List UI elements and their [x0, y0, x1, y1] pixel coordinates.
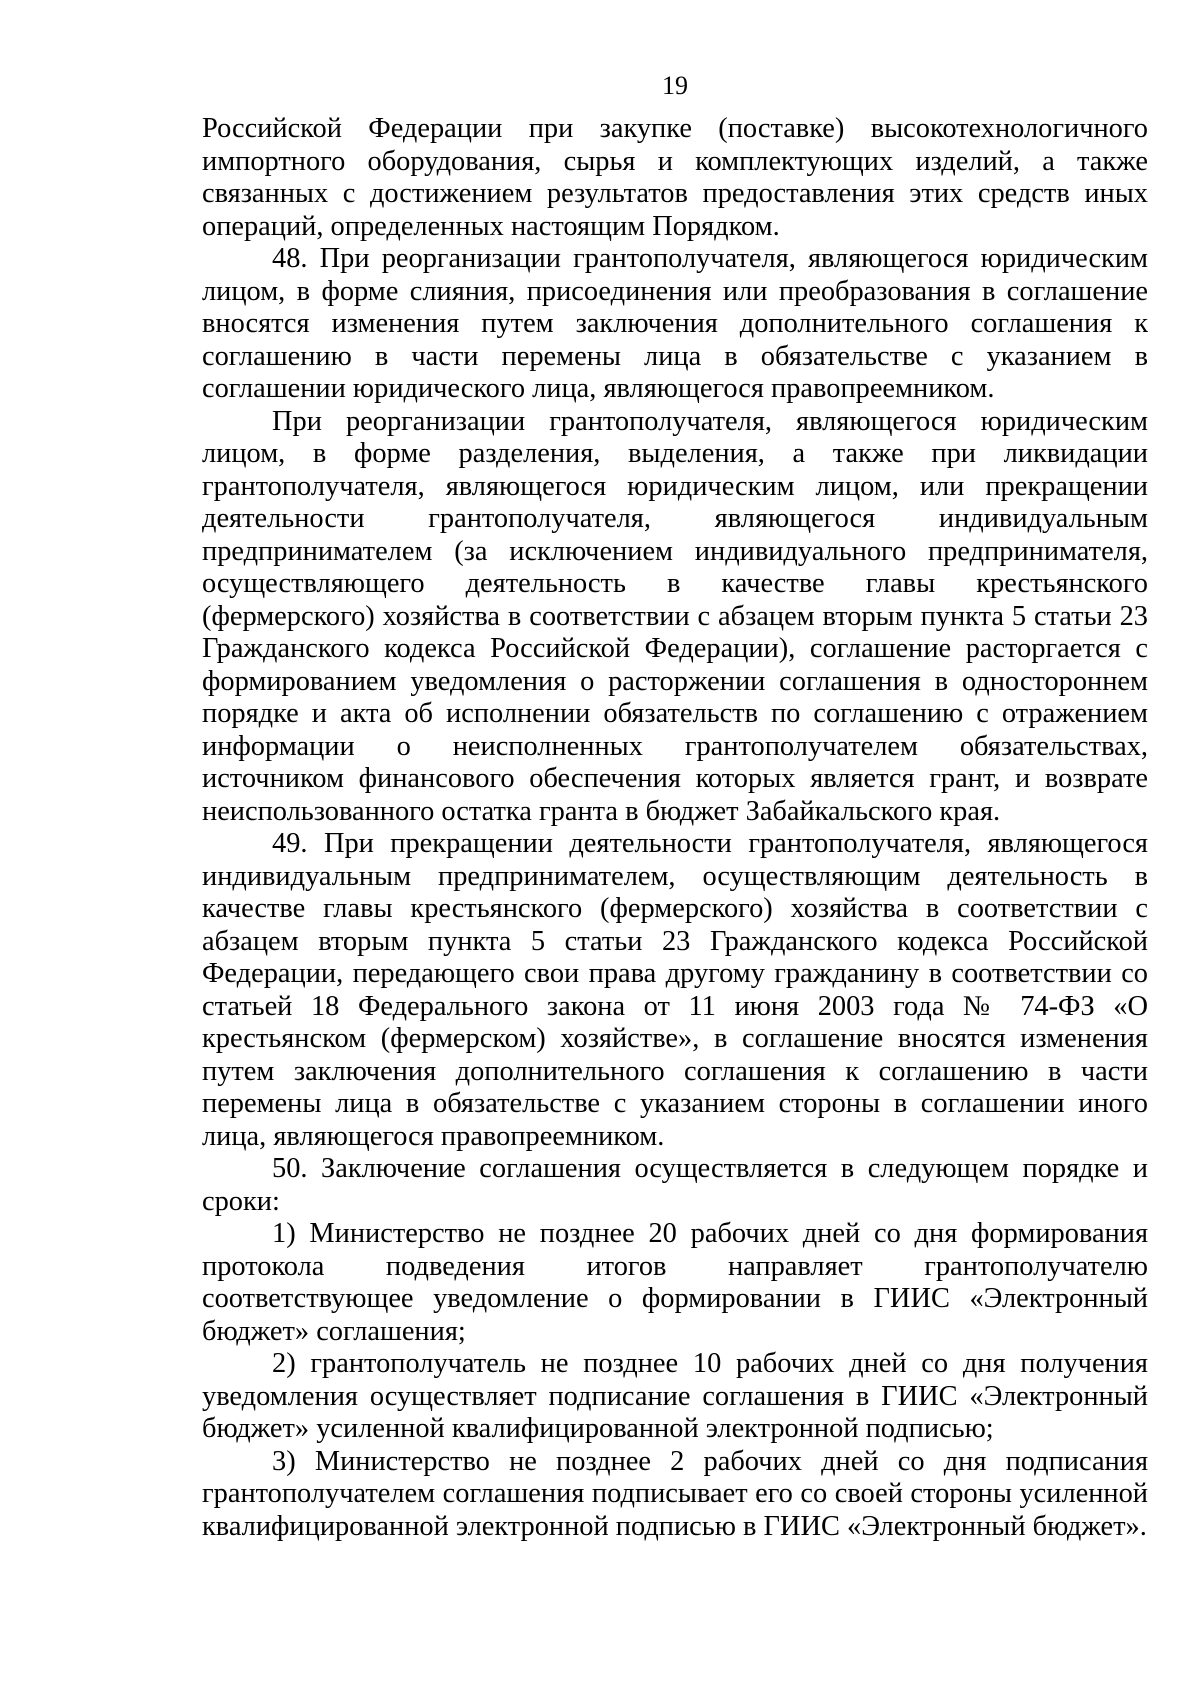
- paragraph-reorganization-division: При реорганизации грантополучателя, являющегося юридическим лицом, в форме разделения, выделения, а также при ликвидации грантополучателя, являющегося юридическим лицом, или прекращении деятельности грантополучателя, являющегося индивидуальным предпринимателем (за исключением индивидуального предпринимателя, осуществляющего деятельность в качестве главы крестьянского (фермерского) хозяйства в соответствии с абзацем вторым пункта 5 статьи 23 Гражданского кодекса Российской Федерации), соглашение расторгается с формированием уведомления о расторжении соглашения в одностороннем порядке и акта об исполнении обязательств по соглашению с отражением информации о неисполненных грантополучателем обязательствах, источником финансового обеспечения которых является грант, и возврате неиспользованного остатка гранта в бюджет Забайкальского края.: [202, 405, 1148, 827]
- paragraph-continuation: Российской Федерации при закупке (поставке) высокотехнологичного импортного оборудования, сырья и комплектующих изделий, а также связанных с достижением результатов предоставления этих средств иных операций, определенных настоящим Порядком.: [202, 113, 1148, 242]
- list-item-2: 2) грантополучатель не позднее 10 рабочих дней со дня получения уведомления осуществляет подписание соглашения в ГИИС «Электронный бюджет» усиленной квалифицированной электронной подписью;: [202, 1348, 1148, 1444]
- paragraph-item-50: 50. Заключение соглашения осуществляется в следующем порядке и сроки:: [202, 1153, 1148, 1217]
- paragraph-item-49: 49. При прекращении деятельности грантополучателя, являющегося индивидуальным предпринимателем, осуществляющим деятельность в качестве главы крестьянского (фермерского) хозяйства в соответствии с абзацем вторым пункта 5 статьи 23 Гражданского кодекса Российской Федерации, передающего свои права другому гражданину в соответствии со статьей 18 Федерального закона от 11 июня 2003 года № 74-ФЗ «О крестьянском (фермерском) хозяйстве», в соглашение вносятся изменения путем заключения дополнительного соглашения к соглашению в части перемены лица в обязательстве с указанием стороны в соглашении иного лица, являющегося правопреемником.: [202, 828, 1148, 1152]
- paragraph-item-48: 48. При реорганизации грантополучателя, являющегося юридическим лицом, в форме слияния, присоединения или преобразования в соглашение вносятся изменения путем заключения дополнительного соглашения к соглашению в части перемены лица в обязательстве с указанием в соглашении юридического лица, являющегося правопреемником.: [202, 243, 1148, 404]
- document-body: [202, 113, 1148, 1543]
- list-item-3: 3) Министерство не позднее 2 рабочих дней со дня подписания грантополучателем соглашения подписывает его со своей стороны усиленной квалифицированной электронной подписью в ГИИС «Электронный бюджет».: [202, 1445, 1148, 1542]
- page-number: 19: [662, 71, 688, 100]
- list-item-1: 1) Министерство не позднее 20 рабочих дней со дня формирования протокола подведения итогов направляет грантополучателю соответствующее уведомление о формировании в ГИИС «Электронный бюджет» соглашения;: [202, 1218, 1148, 1347]
